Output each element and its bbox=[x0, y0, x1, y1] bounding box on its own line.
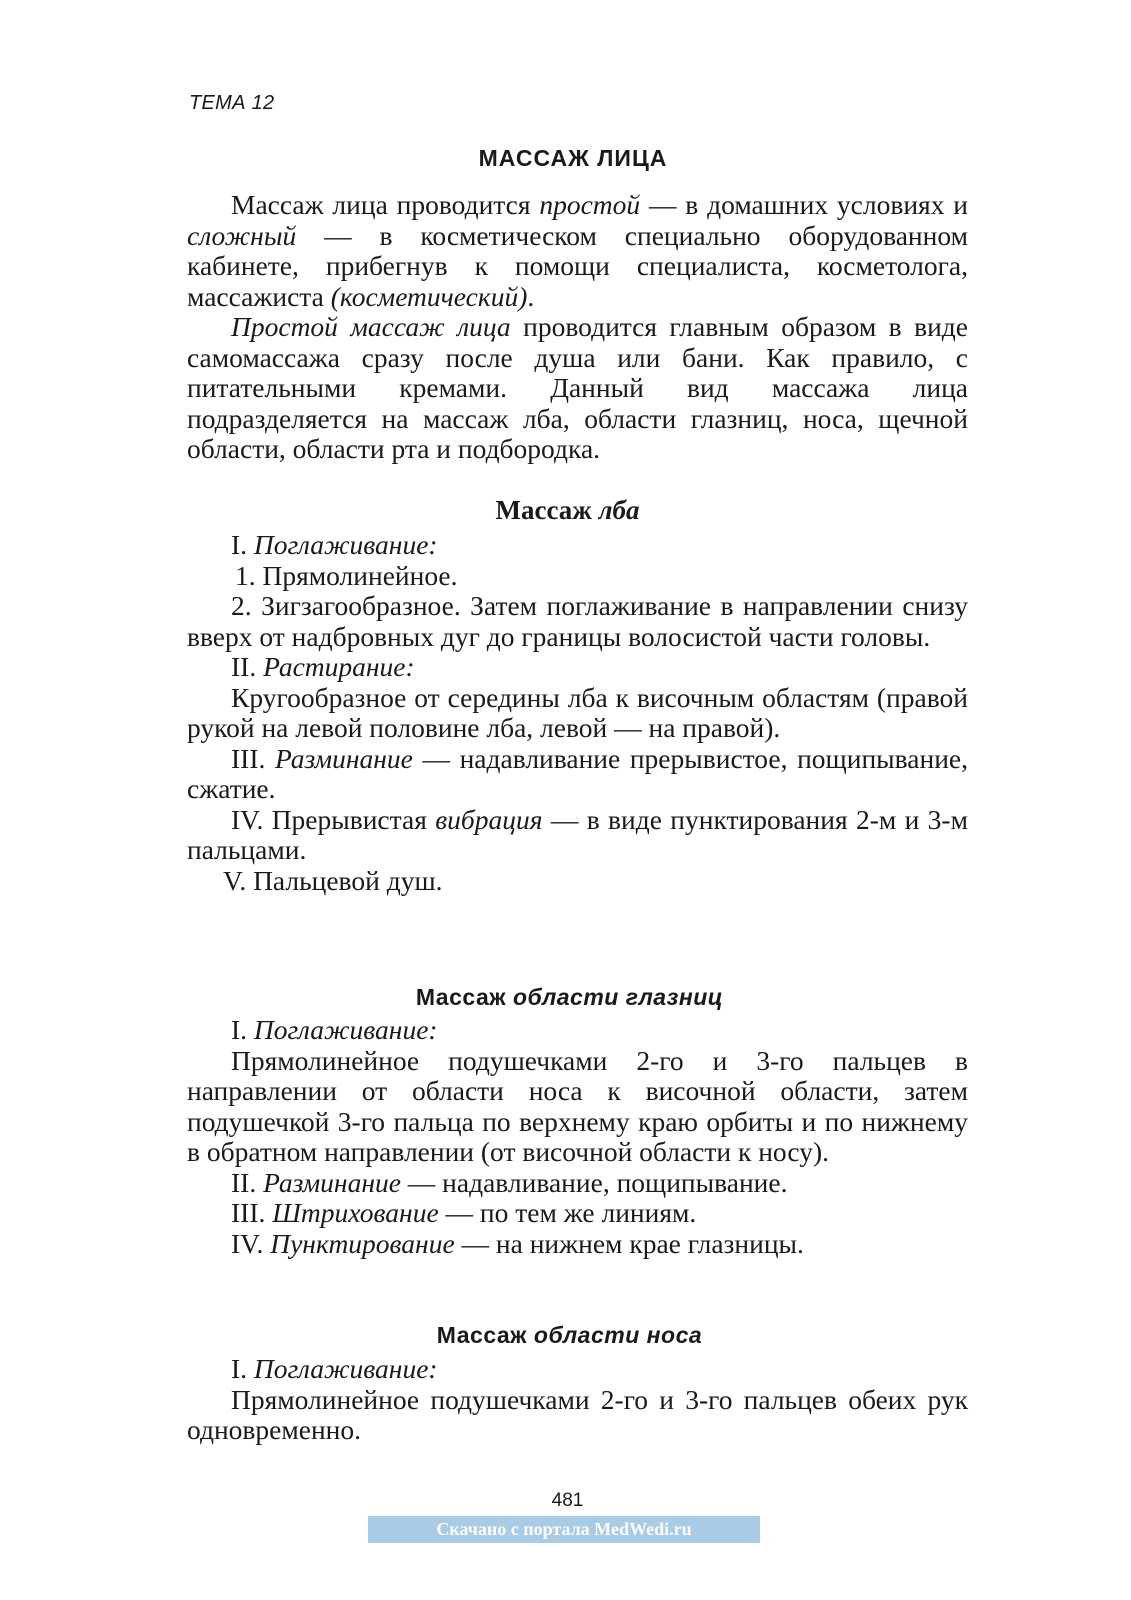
orbits-step-iii bbox=[187, 1198, 968, 1229]
nose-step-i-text: Прямолинейное подушечками 2-го и 3-го пальцев обеих рук одновременно. bbox=[187, 1383, 968, 1445]
technique-label: Поглаживание: bbox=[253, 1353, 438, 1384]
orbits-block bbox=[187, 1015, 968, 1259]
page-number: 481 bbox=[551, 1490, 584, 1511]
heading-emphasis: лба bbox=[598, 495, 640, 525]
roman-numeral: I. bbox=[231, 1353, 254, 1384]
emphasis: сложный bbox=[187, 219, 297, 251]
emphasis: Простой массаж лица bbox=[231, 311, 511, 342]
emphasis: (косметический) bbox=[330, 280, 528, 312]
text-run: Массаж лица проводится bbox=[231, 189, 540, 220]
intro-paragraph-1 bbox=[187, 190, 968, 312]
emphasis: простой bbox=[539, 189, 641, 220]
text-run: . bbox=[527, 280, 535, 312]
forehead-step-i-2: 2. Зигзагообразное. Затем поглаживание в направлении снизу вверх от надбровных дуг до границы волосистой части головы. bbox=[187, 590, 968, 652]
text-run: — в виде пунктирования 2-м и 3-м пальцами. bbox=[187, 803, 968, 865]
forehead-block bbox=[187, 530, 968, 896]
forehead-step-v: V. Пальцевой душ. bbox=[223, 864, 443, 896]
forehead-step-i bbox=[187, 530, 968, 561]
section-heading-nose bbox=[0, 1322, 1131, 1349]
text-run: проводится главным образом в виде самомассажа сразу после душа или бани. Как правило, с питательными кремами. Данный вид массажа лица подразделяется на массаж лба, области глазниц, носа, щечной области, области рта и подбородка. bbox=[187, 311, 968, 464]
roman-numeral: IV. bbox=[231, 1227, 271, 1259]
heading-emphasis: области глазниц bbox=[512, 984, 724, 1010]
roman-numeral: I. bbox=[231, 1014, 254, 1045]
text-run: — надавливание, пощипывание. bbox=[400, 1166, 788, 1198]
intro-block bbox=[187, 190, 968, 465]
technique-label: Штрихование bbox=[272, 1197, 439, 1228]
technique-label: Пунктирование bbox=[270, 1227, 455, 1259]
technique-label: Разминание bbox=[274, 742, 413, 774]
technique-label: Поглаживание: bbox=[253, 1014, 438, 1045]
heading-emphasis: области носа bbox=[533, 1322, 703, 1348]
forehead-step-iv bbox=[187, 805, 968, 866]
technique-label: Поглаживание: bbox=[253, 529, 438, 560]
heading-text: Массаж bbox=[495, 495, 599, 525]
orbits-step-i bbox=[187, 1015, 968, 1046]
technique-label: вибрация bbox=[435, 803, 543, 835]
roman-numeral: II. bbox=[231, 1166, 264, 1198]
running-head: ТЕМА 12 bbox=[189, 92, 275, 114]
technique-label: Растирание: bbox=[263, 651, 415, 682]
text-run: — надавливание прерывистое, пощипывание, сжатие. bbox=[187, 742, 968, 804]
nose-block bbox=[187, 1354, 968, 1446]
orbits-step-iv bbox=[187, 1229, 968, 1260]
nose-step-i bbox=[187, 1354, 968, 1385]
text-run: — в косметическом специально оборудованном кабинете, прибегнув к помощи специалиста, косметолога, массажиста bbox=[187, 219, 968, 312]
heading-text: Массаж bbox=[436, 1322, 534, 1348]
text-run: IV. Прерывистая bbox=[231, 803, 436, 835]
forehead-step-i-1: 1. Прямолинейное. bbox=[235, 559, 458, 591]
roman-numeral: III. bbox=[231, 742, 275, 774]
chapter-title: МАССАЖ ЛИЦА bbox=[478, 145, 668, 171]
roman-numeral: I. bbox=[231, 529, 254, 560]
watermark-banner: Скачано с портала MedWedi.ru bbox=[368, 1516, 760, 1543]
roman-numeral: II. bbox=[231, 651, 264, 682]
forehead-step-ii bbox=[187, 652, 968, 683]
orbits-step-i-text: Прямолинейное подушечками 2-го и 3-го пальцев в направлении от области носа к височной области, затем подушечкой 3-го пальца по верхнему краю орбиты и по нижнему в обратном направлении (от височной области к носу). bbox=[187, 1044, 968, 1167]
forehead-step-ii-text: Кругообразное от середины лба к височным областям (правой рукой на левой половине лба, левой — на правой). bbox=[187, 681, 968, 743]
heading-text: Массаж bbox=[415, 984, 513, 1010]
text-run: — на нижнем крае глазницы. bbox=[454, 1227, 804, 1259]
technique-label: Разминание bbox=[263, 1166, 401, 1198]
text-run: — по тем же линиям. bbox=[438, 1197, 697, 1228]
intro-paragraph-2 bbox=[187, 312, 968, 465]
section-heading-orbits bbox=[0, 984, 1131, 1011]
text-run: — в домашних условиях и bbox=[640, 189, 968, 220]
section-heading-forehead bbox=[0, 495, 1131, 526]
forehead-step-iii bbox=[187, 744, 968, 805]
orbits-step-ii bbox=[187, 1168, 968, 1199]
roman-numeral: III. bbox=[231, 1197, 273, 1228]
